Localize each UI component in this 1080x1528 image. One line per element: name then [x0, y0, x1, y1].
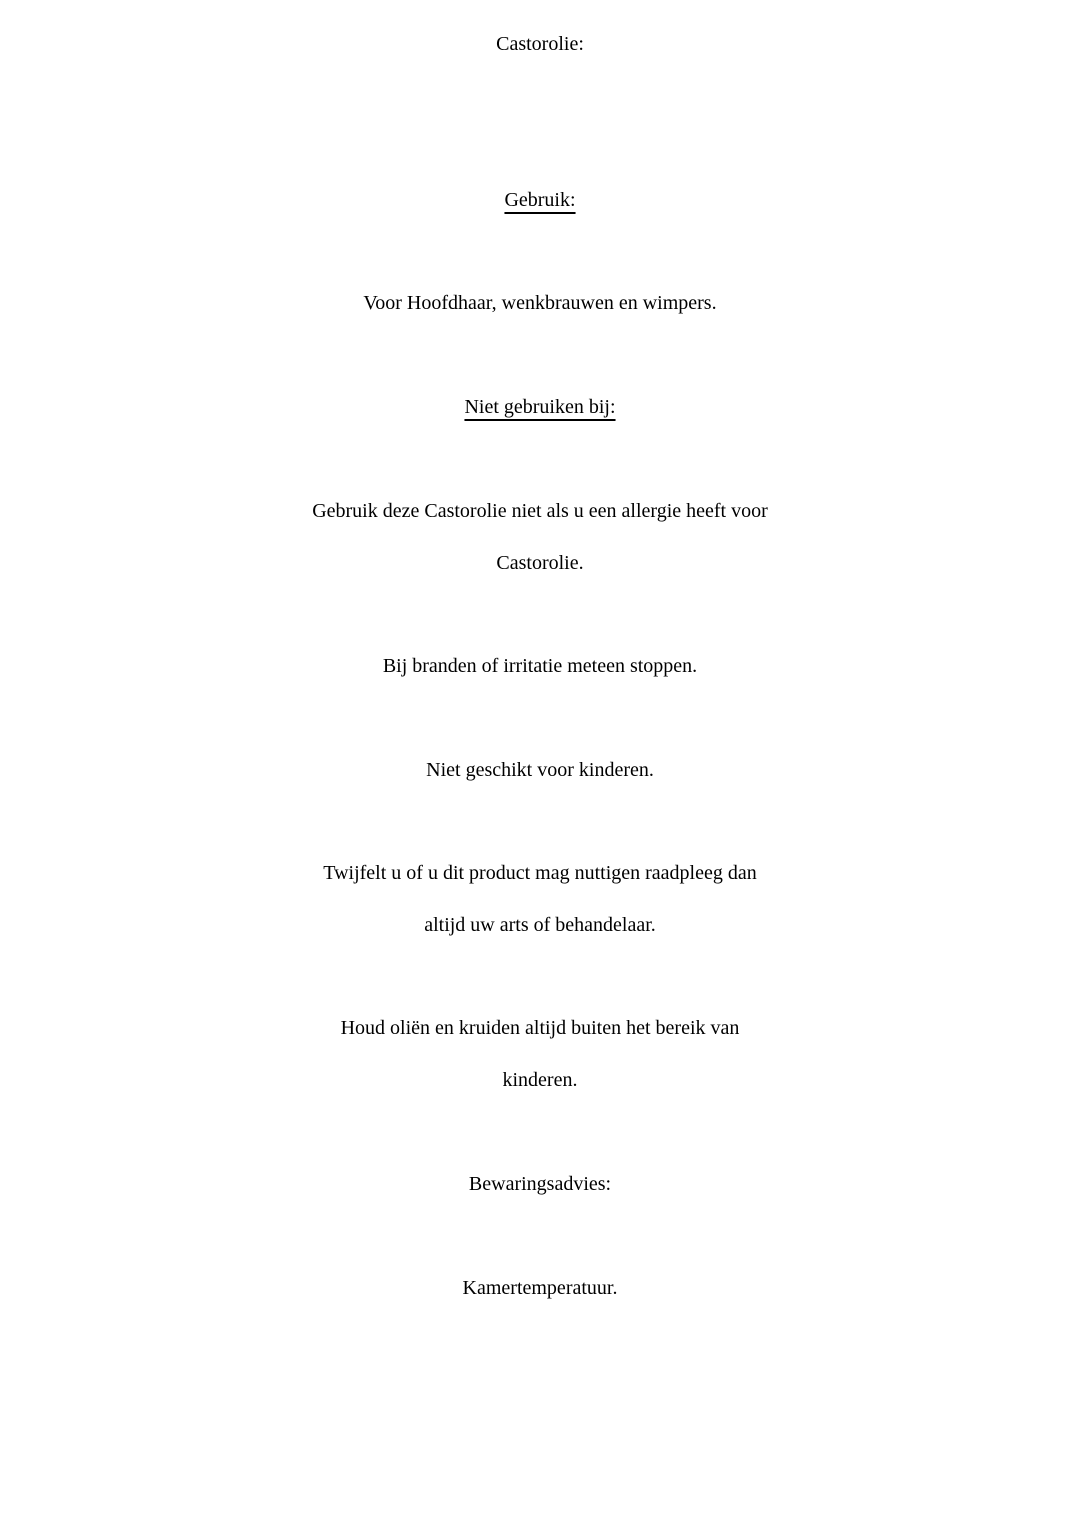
page-title: Castorolie: — [496, 33, 584, 55]
irritation-warning: Bij branden of irritatie meteen stoppen. — [382, 655, 698, 677]
allergy-warning-line-2: Castorolie. — [496, 552, 584, 574]
contraindications-heading: Niet gebruiken bij: — [464, 396, 616, 418]
usage-heading: Gebruik: — [504, 189, 576, 211]
keep-away-line-1: Houd oliën en kruiden altijd buiten het bereik van — [340, 1017, 740, 1039]
storage-heading: Bewaringsadvies: — [468, 1173, 612, 1195]
doubt-advice-line-1: Twijfelt u of u dit product mag nuttigen raadpleeg dan — [323, 862, 757, 884]
doubt-advice-line-2: altijd uw arts of behandelaar. — [424, 914, 656, 936]
children-warning: Niet geschikt voor kinderen. — [426, 759, 654, 781]
usage-text: Voor Hoofdhaar, wenkbrauwen en wimpers. — [363, 292, 717, 314]
keep-away-line-2: kinderen. — [502, 1069, 578, 1091]
allergy-warning-line-1: Gebruik deze Castorolie niet als u een allergie heeft voor — [312, 500, 768, 522]
storage-text: Kamertemperatuur. — [462, 1277, 618, 1299]
